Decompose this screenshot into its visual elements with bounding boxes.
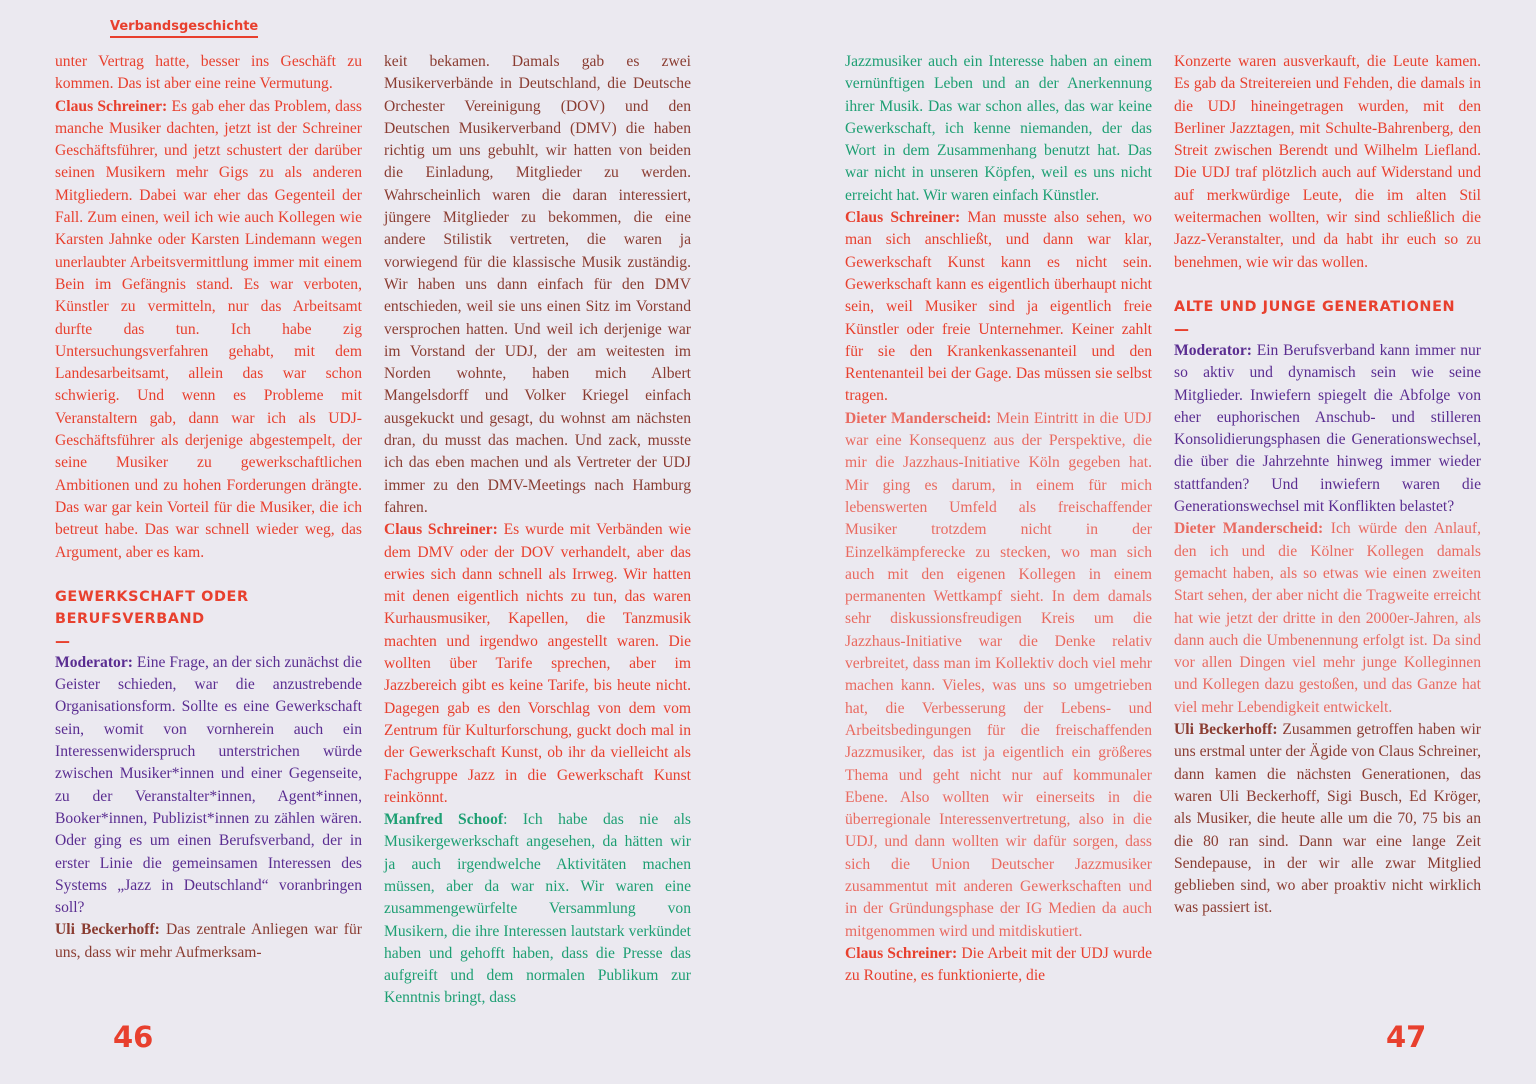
speaker-name: Dieter Manderscheid: bbox=[1174, 520, 1324, 538]
paragraph bbox=[1174, 518, 1481, 719]
paragraph bbox=[55, 652, 362, 920]
paragraph bbox=[384, 519, 691, 809]
paragraph bbox=[845, 408, 1152, 943]
column-3 bbox=[845, 51, 1152, 987]
paragraph bbox=[384, 809, 691, 1010]
paragraph-text: Die Arbeit mit der UDJ wurde zu Routine, es funktionierte, die bbox=[845, 944, 1152, 985]
column-4 bbox=[1174, 51, 1481, 920]
column-1 bbox=[55, 51, 362, 964]
paragraph: keit bekamen. Damals gab es zwei Musikerverbände in Deutschland, die Deutsche Orchester Vereinigung (DOV) und den Deutschen Musikerverband (DMV) die haben richtig um uns gebuhlt, wir hatten von beiden die Einladung, Mitglieder zu werden. Wahrscheinlich waren die daran interessiert, jüngere Mitglieder zu bekommen, die eine andere Stilistik vertreten, die waren ja vorwiegend für die klassische Musik zuständig. Wir haben uns dann einfach für den DMV entschieden, weil sie uns einen Sitz im Vorstand versprochen hatten. Und weil ich derjenige war im Vorstand der UDJ, der am weitesten im Norden wohnte, haben mich Albert Mangelsdorff und Volker Kriegel einfach ausgekuckt und gesagt, du wohnst am nächsten dran, du musst das machen. Und zack, musste ich das eben machen und als Vertreter der UDJ immer zu den DMV-Meetings nach Hamburg fahren. bbox=[384, 53, 691, 516]
paragraph bbox=[1174, 719, 1481, 920]
paragraph-text: Mein Eintritt in die UDJ war eine Konsequenz aus der Perspektive, die mir die Jazzhaus-Initiative Köln gegeben hat. Mir ging es darum, in einem für mich lebenswerten Umfeld als freischaffender Musiker trotzdem nicht in der Einzelkämpferecke zu stecken, wo man sich auch mit den eigenen Kollegen in einem permanenten Wettkampf sieht. In dem damals sehr diskussionsfreudigen Kreis um die Jazzhaus-Initiative war die Denke relativ verbreitet, dass man im Kollektiv doch viel mehr machen kann. Vieles, was uns so umgetrieben hat, die Verbesserung der Lebens- und Arbeitsbedingungen für die freischaffenden Jazzmusiker, das ist ja eigentlich ein größeres Thema und geht nicht nur auf kommunaler Ebene. Also wollten wir einerseits in die überregionale Interessenvertretung, also in die UDJ, und dann wollten wir dafür sorgen, dass sich die Union Deutscher Jazzmusiker zusammentut mit anderen Gewerkschaften und in der Gründungsphase der IG Medien da auch mitgenommen wird und mitdiskutiert. bbox=[845, 409, 1152, 940]
paragraph-text: Eine Frage, an der sich zunächst die Geister schieden, war die anzustrebende Organisationsform. Sollte es eine Gewerkschaft sein, womit von vornherein auch ein Interessenwiderspruch unterstrichen würde zwischen Musiker*innen und einer Gegenseite, zu der Veranstalter*innen, Agent*innen, Booker*innen, Publizist*innen zu zählen wären. Oder ging es um einen Berufsverband, der in erster Linie die gemeinsamen Interessen des Systems „Jazz in Deutschland“ voranbringen soll? bbox=[55, 653, 362, 917]
section-kicker: Verbandsgeschichte bbox=[110, 19, 258, 38]
paragraph bbox=[845, 943, 1152, 988]
paragraph-text: Man musste also sehen, wo man sich anschließt, und dann war klar, Gewerkschaft Kunst kann es nicht sein. Gewerkschaft kann es eigentlich überhaupt nicht sein, weil Musiker sind ja eigentlich freie Künstler oder freie Unternehmer. Keiner zahlt für sie den Krankenkassenanteil und den Rentenanteil bei der Gage. Das müssen sie selbst tragen. bbox=[845, 209, 1152, 405]
paragraph-text: Das zentrale Anliegen war für uns, dass wir mehr Aufmerksam- bbox=[55, 921, 362, 961]
paragraph bbox=[845, 207, 1152, 408]
paragraph-text: Zusammen getroffen haben wir uns erstmal unter der Ägide von Claus Schreiner, dann kamen die nächsten Generationen, das waren Uli Beckerhoff, Sigi Busch, Ed Kröger, als Musiker, die heute alle um die 70, 75 bis an die 80 ran sind. Dann war eine lange Zeit Sendepause, in der wir alle zwar Mitglied geblieben sind, wo aber proaktiv nicht wirklich was passiert ist. bbox=[1174, 721, 1482, 917]
speaker-name: Uli Beckerhoff: bbox=[55, 921, 160, 939]
paragraph bbox=[55, 919, 362, 964]
paragraph-text: : Ich habe das nie als Musikergewerkschaft angesehen, da hätten wir ja auch irgendwelche Aktivitäten machen müssen, aber da war nix. Wir waren eine zusammengewürfelte Versammlung von Musikern, die ihre Interessen lautstark verkündet haben und gehofft haben, dass die Presse das aufgreift und dem normalen Publikum zur Kenntnis bringt, dass bbox=[384, 811, 691, 1007]
speaker-name: Manfred Schoof bbox=[384, 811, 504, 829]
speaker-name: Moderator: bbox=[55, 653, 133, 671]
speaker-name: Claus Schreiner: bbox=[384, 521, 498, 539]
speaker-name: Claus Schreiner: bbox=[845, 209, 961, 227]
section-heading: GEWERKSCHAFT ODER BERUFSVERBAND bbox=[55, 588, 249, 627]
speaker-name: Moderator: bbox=[1174, 341, 1252, 359]
section-heading: ALTE UND JUNGE GENERATIONEN bbox=[1174, 298, 1456, 315]
speaker-name: Claus Schreiner: bbox=[845, 944, 958, 962]
paragraph-text: Es wurde mit Verbänden wie dem DMV oder der DOV verhandelt, aber das erwies sich dann schnell als Irrweg. Wir hatten mit denen eigentlich nichts zu tun, das waren Kurhausmusiker, Kapellen, die Tanzmusik machten und irgendwo angestellt waren. Die wollten über Tarife sprechen, aber im Jazzbereich gibt es keine Tarife, bis heute nicht. Dagegen gab es den Vorschlag von dem vom Zentrum für Kulturforschung, guckt doch mal in der Gewerkschaft Kunst, ob ihr da vielleicht als Fachgruppe Jazz in die Gewerkschaft Kunst reinkönnt. bbox=[384, 521, 691, 806]
column-2 bbox=[384, 51, 691, 1010]
speaker-name: Dieter Manderscheid: bbox=[845, 409, 992, 427]
paragraph-text: Ich würde den Anlauf, den ich und die Kölner Kollegen damals gemacht haben, als so etwas wie einen zweiten Start sehen, der aber nicht die Tragweite erreicht hat wie jetzt der dritte in den 2000er-Jahren, als dann auch die Umbenennung erfolgt ist. Da sind vor allen Dingen viel mehr junge Kolleginnen und Kollegen dazu gestoßen, und das Ganze hat viel mehr Lebendigkeit entwickelt. bbox=[1174, 520, 1481, 716]
paragraph: unter Vertrag hatte, besser ins Geschäft zu kommen. Das ist aber eine reine Vermutung. bbox=[55, 53, 362, 93]
paragraph bbox=[55, 96, 362, 564]
heading-dash: — bbox=[55, 631, 70, 650]
paragraph-text: Ein Berufsverband kann immer nur so aktiv und dynamisch sein wie seine Mitglieder. Inwiefern spiegelt die Abfolge von eher euphorischen Anschub- und stilleren Konsolidierungsphasen die Generationswechsel, die über die Jahrzehnte hinweg immer wieder stattfanden? Und inwiefern waren die Generationswechsel mit Konflikten belastet? bbox=[1174, 341, 1481, 516]
page-number-left: 46 bbox=[113, 1020, 154, 1054]
speaker-name: Claus Schreiner: bbox=[55, 97, 168, 115]
paragraph: Konzerte waren ausverkauft, die Leute kamen. Es gab da Streitereien und Fehden, die damals in die UDJ hineingetragen wurden, mit den Berliner Jazztagen, mit Schulte-Bahrenberg, den Streit zwischen Berendt und Wilhelm Liefland. Die UDJ traf plötzlich auch auf Widerstand und auf merkwürdige Leute, die im alten Stil weitermachen wollten, wir sind schließlich die Jazz-Veranstalter, und da habt ihr euch so zu benehmen, wie wir das wollen. bbox=[1174, 53, 1481, 271]
page-number-right: 47 bbox=[1386, 1020, 1427, 1054]
paragraph-text: Es gab eher das Problem, dass manche Musiker dachten, jetzt ist der Schreiner Geschäftsführer, und jetzt schustert der darüber seinen Musikern mehr Gigs zu als anderen Mitgliedern. Dabei war eher das Gegenteil der Fall. Zum einen, weil ich wie auch Kollegen wie Karsten Jahnke oder Karsten Lindemann wegen unerlaubter Arbeitsvermittlung immer mit einem Bein im Gefängnis stand. Es war verboten, Künstler zu vermitteln, nur das Arbeitsamt durfte das tun. Ich habe zig Untersuchungsverfahren gehabt, mit dem Landesarbeitsamt, allein das war schon schwierig. Und wenn es Probleme mit Veranstaltern gab, dann war ich als UDJ-Geschäftsführer als derjenige abgestempelt, der seine Musiker zu gewerkschaftlichen Ambitionen und zu hohen Forderungen drängte. Das war gar kein Vorteil für die Musiker, die ich betreut habe. Das war schnell wieder weg, das Argument, aber es kam. bbox=[55, 97, 362, 561]
paragraph: Jazzmusiker auch ein Interesse haben an einem vernünftigen Leben und an der Anerkennung ihrer Musik. Das war schon alles, das war keine Gewerkschaft, ich kenne niemanden, der das Wort in dem Zusammenhang benutzt hat. Das war nicht in unseren Köpfen, weil es uns nicht erreicht hat. Wir waren einfach Künstler. bbox=[845, 53, 1152, 204]
heading-dash: — bbox=[1174, 319, 1189, 338]
speaker-name: Uli Beckerhoff: bbox=[1174, 721, 1278, 739]
paragraph bbox=[1174, 340, 1481, 518]
